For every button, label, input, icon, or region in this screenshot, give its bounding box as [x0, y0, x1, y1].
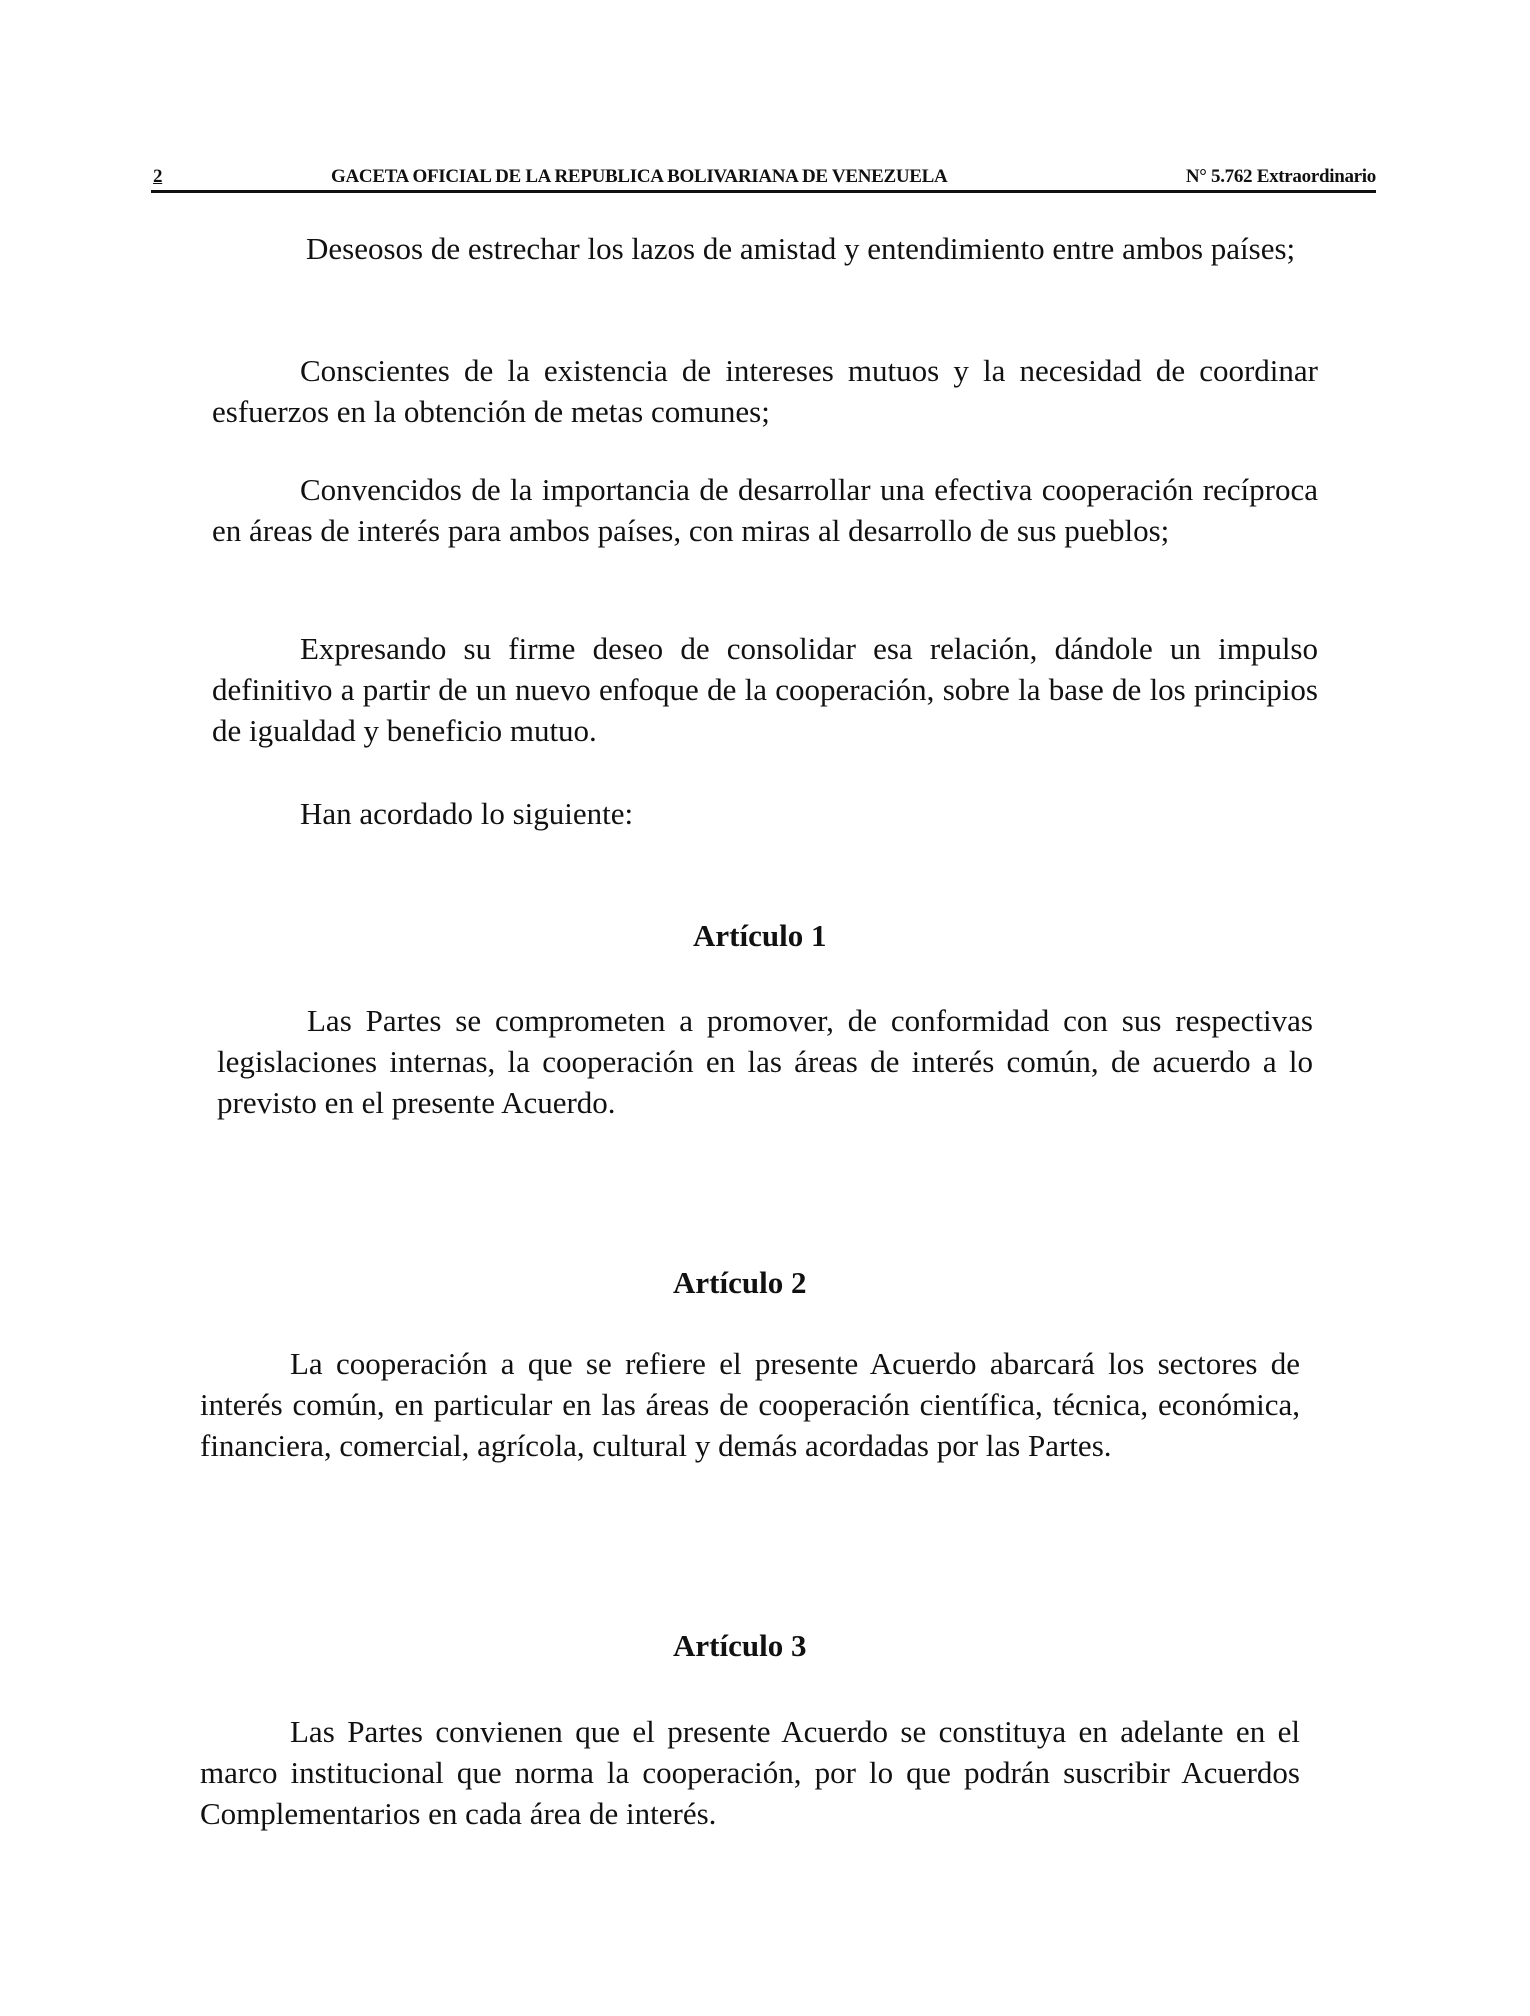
article-1-heading: Artículo 1 [693, 918, 827, 953]
gazette-header [151, 166, 1376, 193]
gazette-title: GACETA OFICIAL DE LA REPUBLICA BOLIVARIANA DE VENEZUELA [331, 166, 948, 187]
preamble-paragraph-1: Deseosos de estrechar los lazos de amistad y entendimiento entre ambos países; [306, 231, 1296, 266]
page-number: 2 [153, 166, 163, 187]
article-1-text: Las Partes se comprometen a promover, de conformidad con sus respectivas legislaciones internas, la cooperación en las áreas de interés común, de acuerdo a lo previsto en el presente Acuerdo. [217, 1003, 1313, 1120]
issue-number: N° 5.762 Extraordinario [1185, 166, 1376, 187]
preamble-paragraph-2: Conscientes de la existencia de intereses mutuos y la necesidad de coordinar esfuerzos en la obtención de metas comunes; [212, 353, 1318, 429]
article-3-heading: Artículo 3 [673, 1628, 807, 1663]
article-3-text: Las Partes convienen que el presente Acuerdo se constituya en adelante en el marco institucional que norma la cooperación, por lo que podrán suscribir Acuerdos Complementarios en cada área de interés. [200, 1714, 1300, 1831]
agreement-intro: Han acordado lo siguiente: [300, 796, 634, 831]
article-2-text: La cooperación a que se refiere el presente Acuerdo abarcará los sectores de interés común, en particular en las áreas de cooperación científica, técnica, económica, financiera, comercial, agrícola, cultural y demás acordadas por las Partes. [200, 1346, 1300, 1463]
preamble-paragraph-3: Convencidos de la importancia de desarrollar una efectiva cooperación recíproca en áreas de interés para ambos países, con miras al desarrollo de sus pueblos; [212, 472, 1318, 548]
preamble-paragraph-4: Expresando su firme deseo de consolidar esa relación, dándole un impulso definitivo a partir de un nuevo enfoque de la cooperación, sobre la base de los principios de igualdad y beneficio mutuo. [212, 631, 1318, 748]
article-2-heading: Artículo 2 [673, 1265, 807, 1300]
